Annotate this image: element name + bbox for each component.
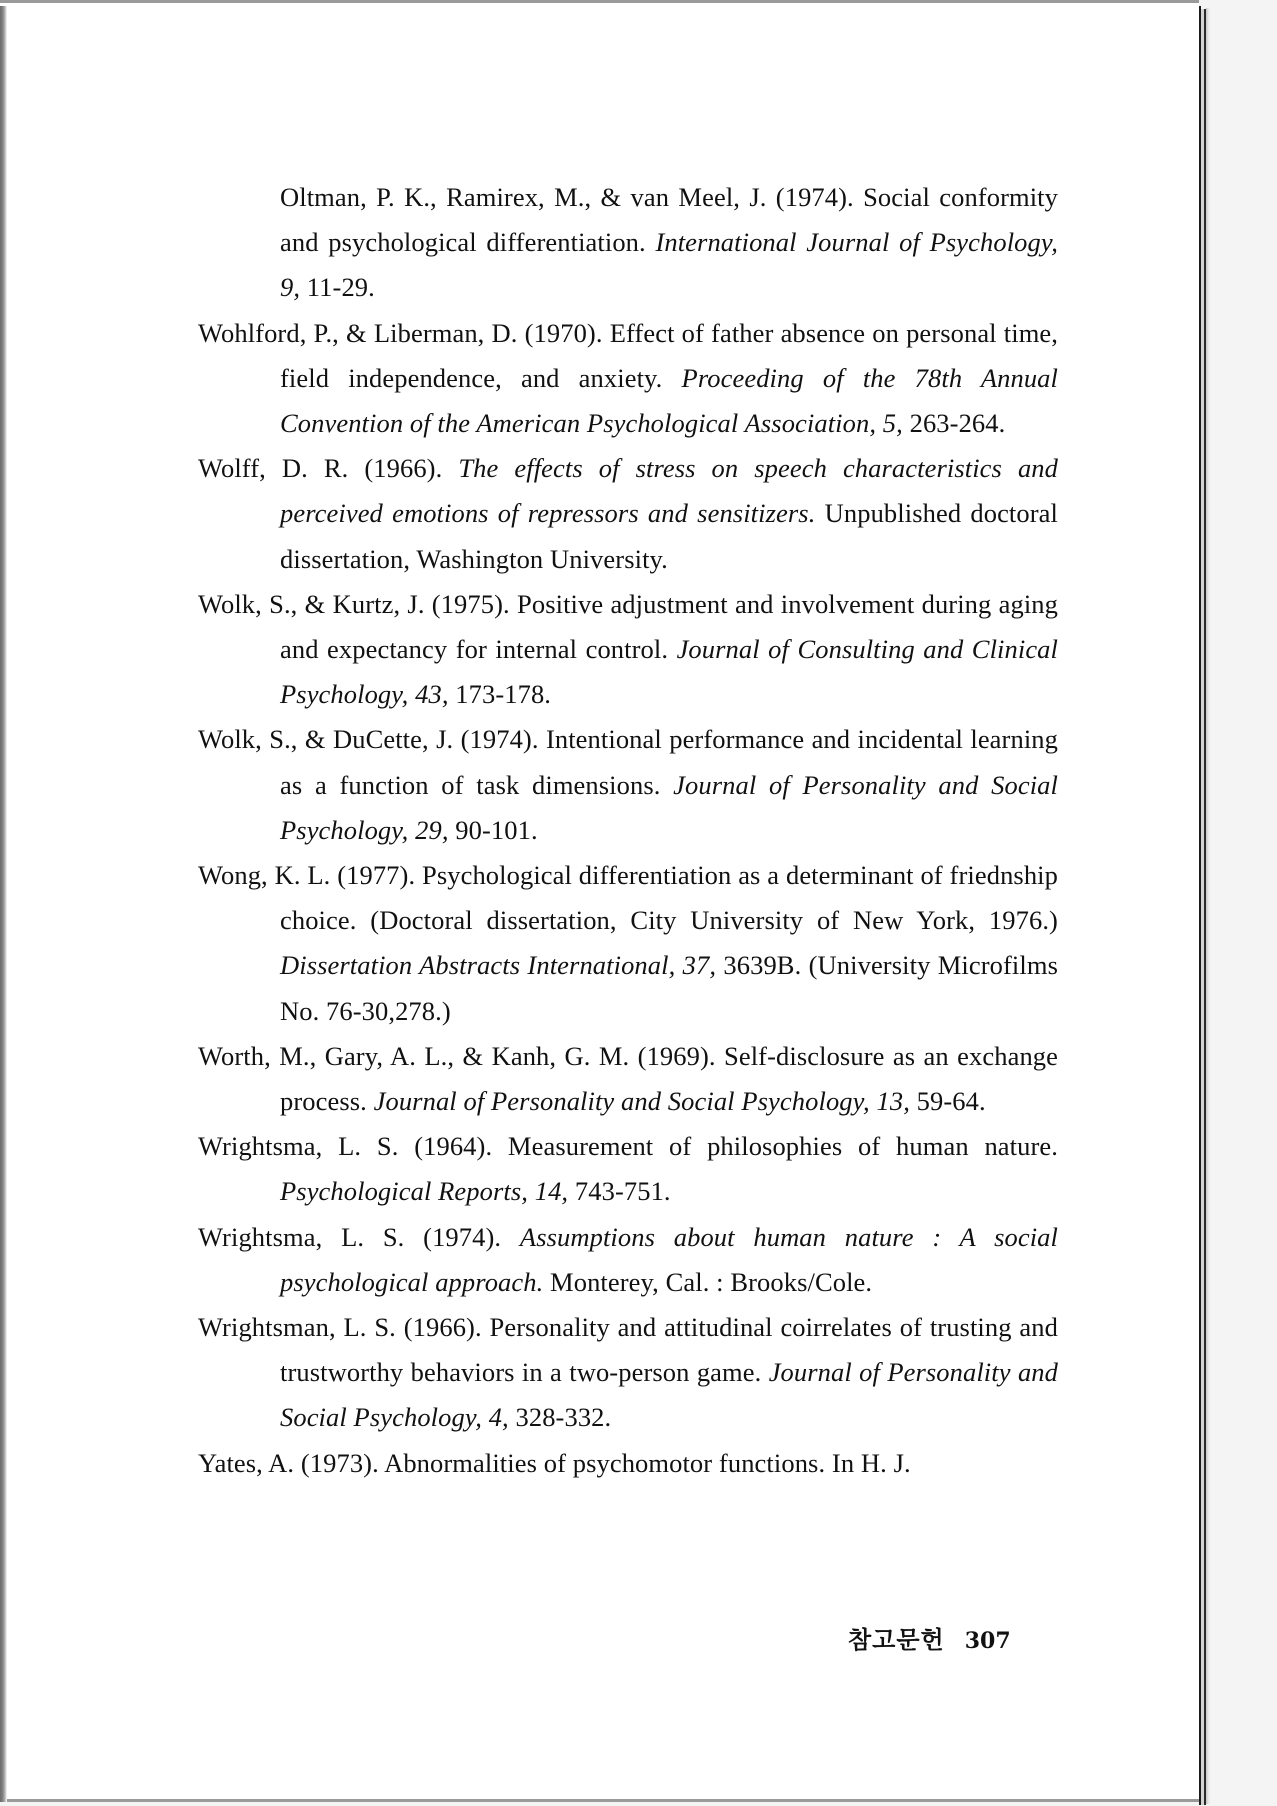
reference-pages: 59-64. (909, 1086, 986, 1117)
page-number: 307 (964, 1628, 1011, 1654)
reference-entry (198, 717, 1058, 853)
reference-entry (198, 582, 1058, 718)
reference-pages: 328-332. (508, 1402, 612, 1433)
reference-text: Wong, K. L. (1977). Psychological differentiation as a determinant of friednship choice. (Doctoral dissertation, City University of New York, 1976.) (198, 860, 1058, 936)
page-footer (848, 1620, 1011, 1655)
reference-source: Dissertation Abstracts International, 37, (280, 950, 717, 981)
reference-pages: 263-264. (902, 408, 1006, 439)
reference-text: Oltman, P. K., Ramirex, M., & van Meel, J. (1974). Social conformity and psychological differentiation. (280, 182, 1058, 258)
reference-entry (198, 1034, 1058, 1124)
page-shadow (1206, 8, 1211, 1804)
reference-list (198, 175, 1058, 1486)
reference-source: Psychological Reports, 14, (280, 1176, 569, 1207)
reference-source: Journal of Personality and Social Psychology, 29, (280, 769, 1058, 845)
reference-publisher: Monterey, Cal. : Brooks/Cole. (543, 1266, 873, 1297)
reference-entry (198, 446, 1058, 582)
reference-text: Yates, A. (1973). Abnormalities of psychomotor functions. In H. J. (198, 1447, 911, 1478)
reference-text: Wolff, D. R. (1966). (198, 453, 459, 484)
reference-entry (198, 175, 1058, 311)
reference-pages: 743-751. (568, 1176, 671, 1207)
reference-source: Journal of Personality and Social Psychology, 13, (373, 1086, 910, 1117)
reference-publisher: Unpublished doctoral dissertation, Washington University. (280, 498, 1058, 574)
reference-entry (198, 853, 1058, 1034)
reference-pages: 90-101. (448, 814, 538, 845)
reference-entry (198, 1441, 1058, 1486)
reference-text: Wolk, S., & DuCette, J. (1974). Intentional performance and incidental learning as a function of task dimensions. (198, 724, 1058, 800)
reference-entry (198, 1305, 1058, 1441)
reference-text: Wrightsma, L. S. (1964). Measurement of philosophies of human nature. (198, 1131, 1058, 1162)
reference-title: The effects of stress on speech characteristics and perceived emotions of repressors and sensitizers. (280, 453, 1058, 529)
reference-text: Wolk, S., & Kurtz, J. (1975). Positive adjustment and involvement during aging and expectancy for internal control. (198, 588, 1058, 665)
reference-entry (198, 1215, 1058, 1305)
reference-entry (198, 1124, 1058, 1214)
reference-source: Journal of Consulting and Clinical Psychology, 43, (280, 634, 1058, 710)
reference-pages: 11-29. (300, 272, 375, 303)
reference-source: Journal of Personality and Social Psychology, 4, (280, 1357, 1058, 1433)
reference-text: Wrightsman, L. S. (1966). Personality and attitudinal coirrelates of trusting and trustworthy behaviors in a two-person game. (198, 1312, 1058, 1388)
reference-text: Wohlford, P., & Liberman, D. (1970). Effect of father absence on personal time, field independence, and anxiety. (198, 317, 1058, 393)
reference-entry (198, 311, 1058, 447)
reference-pages: 3639B. (University Microfilms No. 76-30,278.) (280, 950, 1058, 1026)
reference-source: International Journal of Psychology, 9, (280, 227, 1059, 303)
reference-source: Proceeding of the 78th Annual Convention of the American Psychological Association, 5, (280, 362, 1058, 439)
section-title: 참고문헌 (848, 1626, 945, 1654)
reference-title: Assumptions about human nature : A social psychological approach. (280, 1221, 1058, 1297)
reference-pages: 173-178. (448, 679, 552, 710)
reference-text: Wrightsma, L. S. (1974). (198, 1221, 520, 1252)
page-left-edge (0, 6, 7, 1802)
reference-text: Worth, M., Gary, A. L., & Kanh, G. M. (1969). Self-disclosure as an exchange process. (198, 1040, 1058, 1117)
